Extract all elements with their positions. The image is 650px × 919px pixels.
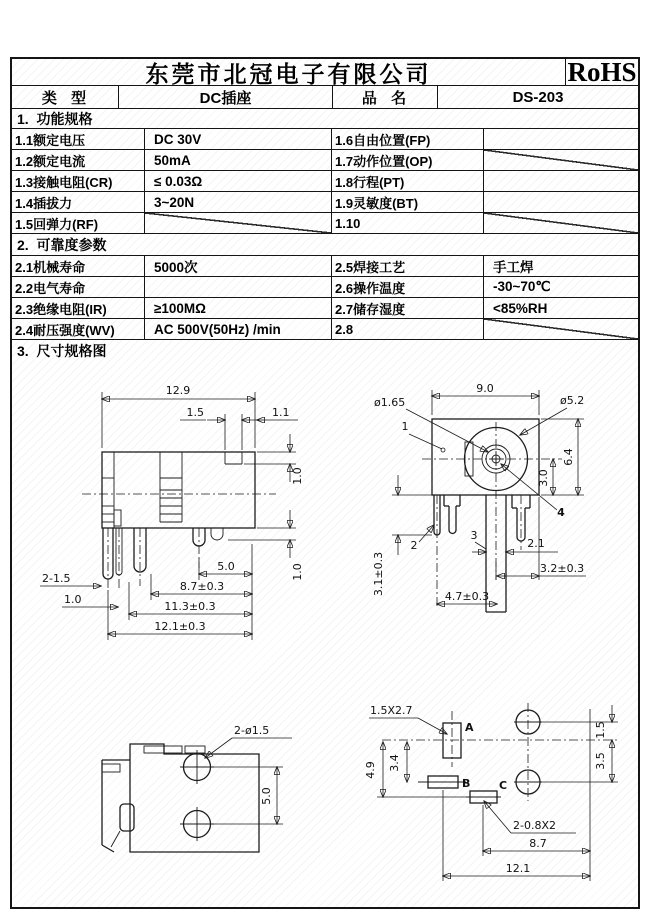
section3-title: 3. 尺寸规格图 xyxy=(17,342,107,359)
spec-value: ≤ 0.03Ω xyxy=(145,171,332,191)
dim-depth-top: 1.0 xyxy=(291,467,304,485)
spec-label: 1.3接触电阻(CR) xyxy=(12,171,145,191)
dim-pin-label: 2-1.5 xyxy=(42,572,71,585)
part-label-4: 4 xyxy=(557,506,565,519)
dim-lip-width: 1.1 xyxy=(272,406,290,419)
spec-value: -30~70℃ xyxy=(493,279,551,294)
spec-label: 1.10 xyxy=(332,213,484,233)
spec-label: 2.2电气寿命 xyxy=(12,277,145,297)
meta-row xyxy=(12,86,638,109)
spec-value: 手工焊 xyxy=(493,260,534,275)
table-row xyxy=(12,192,638,213)
table-row xyxy=(12,277,638,298)
dim-slot-c-size: 2-0.8X2 xyxy=(513,819,556,832)
spec-label: 1.5回弹力(RF) xyxy=(12,213,145,233)
dim-height: 6.4 xyxy=(562,448,575,466)
side-view-pins xyxy=(103,528,223,588)
dim-width: 9.0 xyxy=(476,382,494,395)
dim-8-7: 8.7±0.3 xyxy=(179,580,225,593)
rohs-mark: RoHS xyxy=(567,59,637,85)
spec-value-empty xyxy=(484,319,638,339)
spec-value: 50mA xyxy=(145,150,332,170)
dim-3-2: 3.2±0.3 xyxy=(539,562,585,575)
side-view-body xyxy=(102,452,255,528)
spec-label: 2.6操作温度 xyxy=(332,277,484,297)
front-view-dimensions xyxy=(372,382,586,604)
dim-center-height: 3.0 xyxy=(537,469,550,487)
section2-title-row xyxy=(12,234,638,256)
spec-label: 1.8行程(PT) xyxy=(332,171,484,191)
section1-title: 1. 功能规格 xyxy=(17,110,93,127)
slot-label-a: A xyxy=(465,721,474,734)
table-row xyxy=(12,150,638,171)
spec-label: 1.7动作位置(OP) xyxy=(332,150,484,170)
pcb-dimensions xyxy=(364,704,618,881)
table-row xyxy=(12,298,638,319)
spec-value-empty xyxy=(484,192,638,212)
table-row xyxy=(12,129,638,150)
dim-12-1: 12.1 xyxy=(505,862,531,875)
front-view-body xyxy=(432,419,539,495)
front-view-drawing xyxy=(362,382,638,627)
pcb-layout-drawing xyxy=(360,697,638,892)
slot-label-c: C xyxy=(499,779,508,792)
spec-value: ≥100MΩ xyxy=(145,298,332,318)
bracket-view-drawing xyxy=(87,697,317,877)
dim-flange: 1.0 xyxy=(291,563,304,581)
bracket-dimensions xyxy=(205,724,292,824)
dim-hole-pitch: 5.0 xyxy=(260,787,273,805)
company-name: 东莞市北冠电子有限公司 xyxy=(12,59,566,85)
dim-pin-pitch: 5.0 xyxy=(217,560,235,573)
spec-label: 2.3绝缘电阻(IR) xyxy=(12,298,145,318)
spec-label: 1.1额定电压 xyxy=(12,129,145,149)
dim-1-5: 1.5 xyxy=(594,721,607,739)
header-row xyxy=(12,59,638,86)
dim-4-9: 4.9 xyxy=(364,761,377,779)
dim-3-4: 3.4 xyxy=(388,754,401,772)
dim-step-width: 1.5 xyxy=(186,406,204,419)
spec-label: 2.4耐压强度(WV) xyxy=(12,319,145,339)
bracket-outline xyxy=(102,744,259,852)
spec-label: 2.1机械寿命 xyxy=(12,256,145,276)
table-row xyxy=(12,319,638,340)
name-value: DS-203 xyxy=(512,88,564,106)
sheet-frame xyxy=(10,57,640,909)
pcb-holes xyxy=(514,703,542,801)
spec-value-empty xyxy=(145,213,332,233)
part-label-3: 3 xyxy=(470,529,478,542)
name-label: 品 名 xyxy=(333,86,438,108)
spec-value-empty xyxy=(145,277,332,297)
spec-label: 1.6自由位置(FP) xyxy=(332,129,484,149)
section1-title-row xyxy=(12,109,638,129)
spec-value: 5000次 xyxy=(145,256,332,276)
table-row xyxy=(12,213,638,234)
dim-center-hole: ø1.65 xyxy=(374,396,406,409)
dim-4-7: 4.7±0.3 xyxy=(444,590,490,603)
spec-value-empty xyxy=(484,213,638,233)
spec-value-empty xyxy=(484,171,638,191)
side-view-dimensions xyxy=(40,384,304,640)
type-value: DC插座 xyxy=(119,86,333,108)
section3-title-row xyxy=(12,340,638,361)
spec-label: 1.4插拔力 xyxy=(12,192,145,212)
dim-3-1: 3.1±0.3 xyxy=(372,551,385,597)
spec-value: <85%RH xyxy=(493,300,548,316)
spec-value: AC 500V(50Hz) /min xyxy=(145,319,332,339)
dim-8-7: 8.7 xyxy=(529,837,547,850)
side-view-drawing xyxy=(30,374,330,664)
spec-label: 1.9灵敏度(BT) xyxy=(332,192,484,212)
dim-pin-offset: 1.0 xyxy=(64,593,82,606)
dim-holes: 2-ø1.5 xyxy=(234,724,270,737)
spec-label: 2.7储存湿度 xyxy=(332,298,484,318)
spec-value: 3~20N xyxy=(145,192,332,212)
dim-3-5: 3.5 xyxy=(594,752,607,770)
dim-slot-a-size: 1.5X2.7 xyxy=(370,704,413,717)
spec-label: 2.5焊接工艺 xyxy=(332,256,484,276)
spec-value: DC 30V xyxy=(145,129,332,149)
dim-barrel: ø5.2 xyxy=(560,394,585,407)
part-label-1: 1 xyxy=(401,420,409,433)
spec-value-empty xyxy=(484,150,638,170)
dim-pin-width: 2.1 xyxy=(527,537,545,550)
part-label-2: 2 xyxy=(410,539,418,552)
table-row xyxy=(12,256,638,277)
spec-value xyxy=(484,129,638,149)
bracket-holes xyxy=(180,750,214,841)
section2-title: 2. 可靠度参数 xyxy=(17,236,107,253)
spec-label: 1.2额定电流 xyxy=(12,150,145,170)
dim-11-3: 11.3±0.3 xyxy=(164,600,216,613)
spec-label: 2.8 xyxy=(332,319,484,339)
dim-total-width: 12.9 xyxy=(165,384,191,397)
slot-label-b: B xyxy=(462,777,471,790)
type-label: 类 型 xyxy=(12,86,119,108)
table-row xyxy=(12,171,638,192)
dim-12-1: 12.1±0.3 xyxy=(154,620,206,633)
